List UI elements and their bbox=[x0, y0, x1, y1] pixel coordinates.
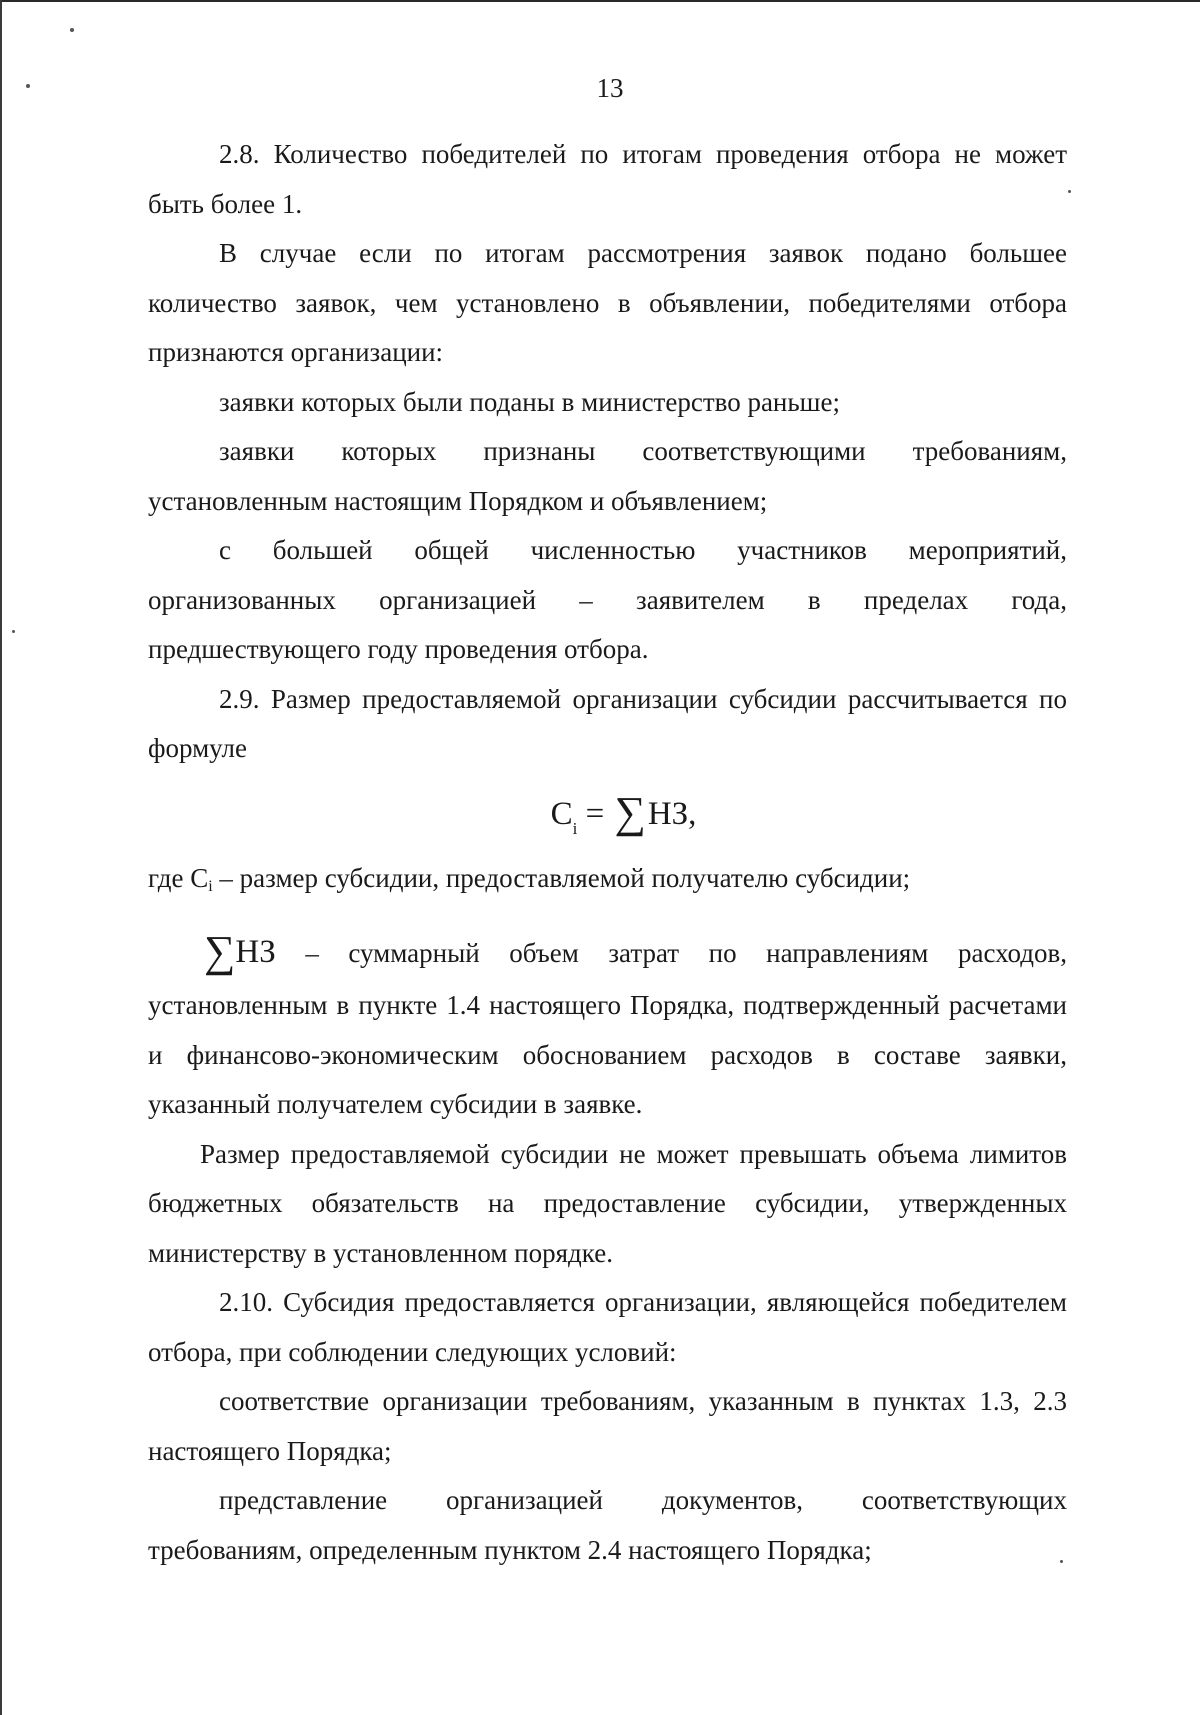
definition-subscript: i bbox=[208, 877, 213, 895]
scan-speck bbox=[70, 28, 74, 32]
sum-description: – суммарный объем затрат по направлениям расходов, bbox=[275, 938, 1067, 968]
scan-speck bbox=[12, 630, 15, 633]
subsidy-formula bbox=[148, 780, 1067, 846]
formula-definition-ci bbox=[148, 854, 1067, 912]
document-body bbox=[148, 130, 1067, 1575]
paragraph-2-8-item-a: заявки которых были поданы в министерство раньше; bbox=[219, 386, 840, 417]
definition-text: – размер субсидии, предоставляемой получателю субсидии; bbox=[212, 862, 911, 893]
paragraph-subsidy-limit: Размер предоставляемой субсидии не может превышать объема лимитов бюджетных обязательств на предоставление субсидии, утвержденных министерству в установленном порядке. bbox=[148, 1138, 1067, 1268]
sum-label: НЗ bbox=[235, 934, 276, 970]
formula-lhs: C bbox=[550, 795, 573, 832]
paragraph-2-8: 2.8. Количество победителей по итогам проведения отбора не может быть более 1. bbox=[148, 139, 1067, 219]
paragraph-2-10-item-a: соответствие организации требованиям, указанным в пунктах 1.3, 2.3 настоящего Порядка; bbox=[148, 1386, 1067, 1466]
page-number: 13 bbox=[596, 73, 624, 103]
paragraph-2-10-item-b: представление организацией документов, соответствующих требованиям, определенным пунктом 2.4 настоящего Порядка; bbox=[148, 1485, 1067, 1565]
formula-lhs-subscript: i bbox=[572, 818, 578, 838]
paragraph-2-9: 2.9. Размер предоставляемой организации субсидии рассчитывается по формуле bbox=[148, 683, 1067, 763]
sum-symbol: ∑ bbox=[204, 927, 236, 976]
paragraph-2-10: 2.10. Субсидия предоставляется организации, являющейся победителем отбора, при соблюдении следующих условий: bbox=[148, 1287, 1067, 1367]
scan-edge-top bbox=[0, 0, 1200, 2]
formula-equals: = bbox=[577, 795, 613, 832]
paragraph-2-8-item-b: заявки которых признаны соответствующими требованиям, установленным настоящим Порядком и объявлением; bbox=[148, 436, 1067, 516]
scan-speck bbox=[1068, 190, 1071, 193]
scan-edge-left bbox=[0, 0, 2, 1715]
formula-sigma: ∑ bbox=[614, 787, 646, 837]
definition-prefix: где C bbox=[148, 862, 209, 893]
formula-definition-sum bbox=[148, 921, 1067, 984]
paragraph-2-8-case: В случае если по итогам рассмотрения заявок подано большее количество заявок, чем установлено в объявлении, победителями отбора признаются организации: bbox=[148, 238, 1067, 367]
paragraph-2-8-item-c: с большей общей численностью участников мероприятий, организованных организацией – заявителем в пределах года, предшествующего году проведения отбора. bbox=[148, 535, 1067, 664]
formula-definition-sum-continued: установленным в пункте 1.4 настоящего Порядка, подтвержденный расчетами и финансово-экономическим обоснованием расходов в составе заявки, указанный получателем субсидии в заявке. bbox=[148, 990, 1067, 1119]
formula-rhs: НЗ, bbox=[647, 795, 697, 832]
